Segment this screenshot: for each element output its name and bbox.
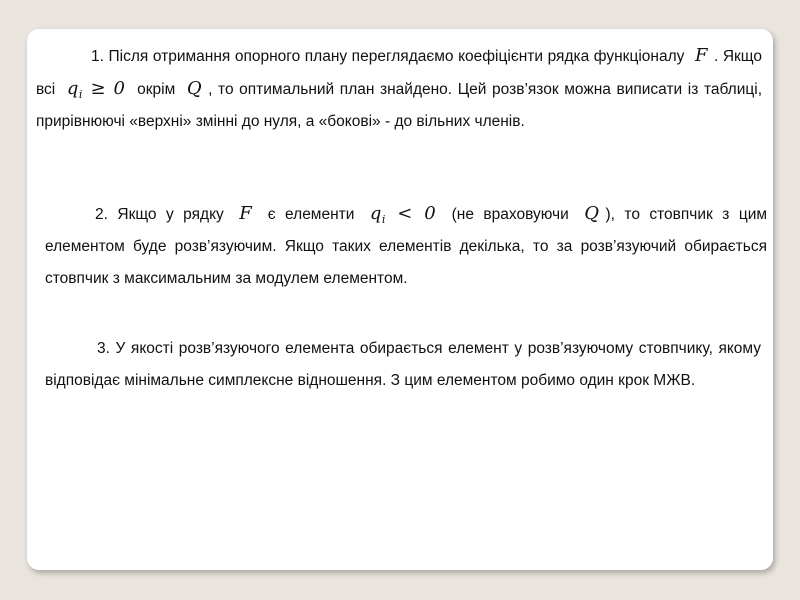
paragraph-2 (45, 198, 767, 295)
math-variable-Q: Q (186, 78, 203, 99)
paragraph-2-segment-1: є елементи (267, 206, 355, 223)
paragraph-1-segment-1: . Якщо всі (36, 48, 762, 98)
math-condition: < 0 (385, 203, 437, 224)
math-condition-q-nonnegative (61, 78, 132, 99)
math-condition-q-negative (364, 203, 442, 224)
paragraph-2-segment-2: (не враховуючи (451, 206, 569, 223)
math-condition: ≥ 0 (82, 78, 126, 99)
paragraph-1-tail: , то оптимальний план знайдено. Цей розв’язок можна виписати із таблиці, прирівнюючі «верхні» змінні до нуля, а «бокові» - до вільних членів. (36, 81, 763, 130)
math-q: q (369, 203, 382, 224)
paragraph-1-lead: 1. Після отримання опорного плану переглядаємо коефіцієнти рядка функціоналу (91, 48, 685, 65)
math-variable-Q: Q (584, 203, 600, 224)
math-q: q (66, 78, 79, 99)
slide-card (27, 29, 773, 570)
paragraph-2-lead: 2. Якщо у рядку (95, 206, 224, 223)
paragraph-3: 3. У якості розв’язуючого елемента обирається елемент у розв’язуючому стовпчику, якому відповідає мінімальне симплексне відношення. З цим елементом робимо один крок МЖВ. (45, 340, 761, 389)
math-variable-F: F (239, 203, 253, 224)
paragraph-2-tail: ), то стовпчик з цим елементом буде розв’язуючим. Якщо таких елементів декілька, то за розв’язуючий обирається стовпчик з максимальним за модулем елементом. (45, 206, 768, 287)
paragraph-1 (36, 40, 762, 138)
math-subscript-i: i (78, 88, 83, 101)
math-subscript-i: i (381, 213, 386, 226)
paragraph-1-segment-2: окрім (137, 81, 176, 98)
math-variable-F: F (694, 45, 708, 66)
